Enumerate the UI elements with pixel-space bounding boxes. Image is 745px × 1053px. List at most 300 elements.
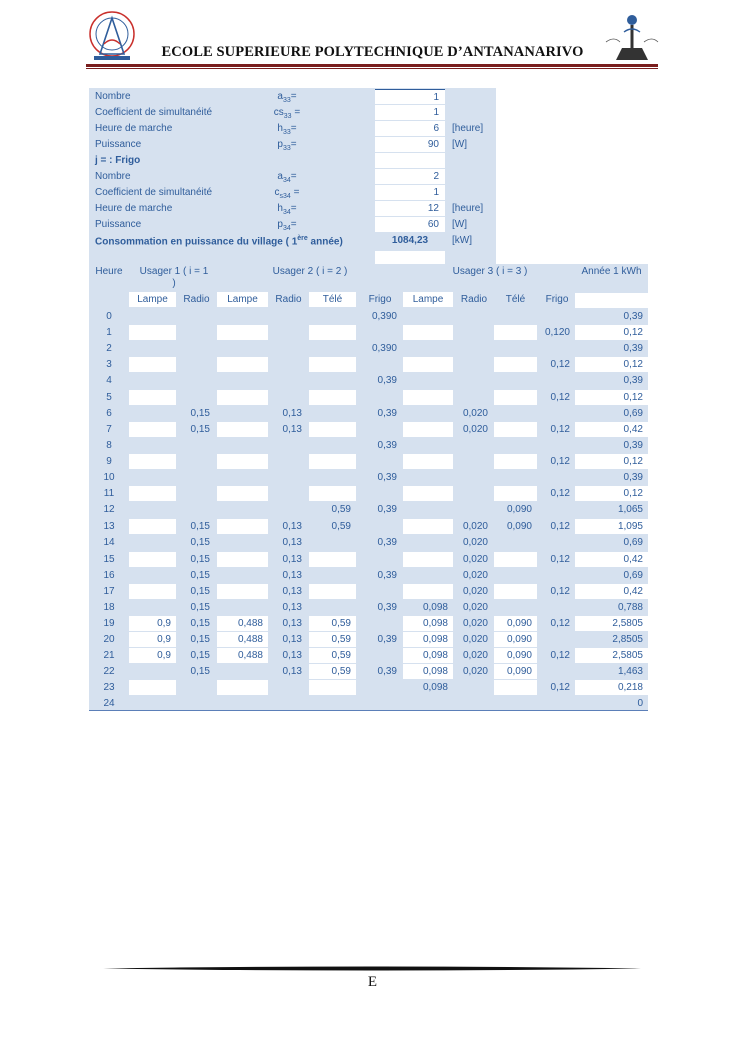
param-label: Heure de marche (95, 123, 173, 134)
value-cell (309, 357, 356, 372)
value-cell (455, 357, 493, 372)
value-cell (539, 309, 575, 324)
total-cell: 0,39 (623, 472, 643, 483)
value-cell (403, 309, 453, 324)
value-cell: 0,13 (282, 553, 302, 565)
param-value: 12 (375, 201, 445, 216)
param-row (89, 169, 496, 185)
subheader-lampe: Lampe (412, 294, 444, 305)
value-cell: 0,020 (462, 521, 488, 533)
value-cell (403, 341, 453, 356)
value-cell (217, 470, 268, 485)
hour-cell: 22 (103, 666, 115, 678)
param-row (89, 185, 496, 201)
total-cell: 0,788 (617, 601, 643, 613)
value-cell: 0,090 (506, 521, 532, 533)
hour-cell: 8 (106, 439, 112, 451)
value-cell (178, 696, 215, 711)
total-cell: 0,12 (623, 488, 643, 500)
value-cell: 0,090 (506, 617, 532, 629)
value-cell (270, 454, 307, 469)
value-cell (309, 680, 356, 695)
value-cell (129, 357, 176, 372)
hour-cell: 7 (106, 423, 112, 435)
total-cell: 1,095 (617, 521, 643, 533)
value-cell (309, 584, 356, 599)
total-cell: 1,065 (617, 504, 643, 516)
value-cell (494, 470, 537, 485)
hour-cell: 21 (103, 650, 115, 662)
value-cell: 0,390 (371, 343, 397, 355)
value-cell (129, 438, 176, 453)
hour-cell: 13 (103, 521, 115, 533)
value-cell (358, 486, 402, 501)
value-cell (129, 664, 176, 679)
total-cell: 0,12 (623, 327, 643, 339)
value-cell (358, 357, 402, 372)
village-consumption-unit: [kW] (452, 235, 472, 246)
value-cell (178, 502, 215, 517)
footer-rule (103, 966, 641, 971)
value-cell (270, 357, 307, 372)
value-cell (455, 390, 493, 405)
total-cell: 2,8505 (612, 634, 643, 645)
param-label: Nombre (95, 171, 131, 182)
param-label: Coefficient de simultanéité (95, 187, 213, 198)
subheader-radio: Radio (183, 294, 210, 305)
param-symbol: $p_{34}=$ (277, 219, 297, 232)
value-cell (403, 422, 453, 437)
value-cell (129, 325, 176, 340)
value-cell: 0,9 (157, 634, 171, 645)
hour-cell: 20 (103, 634, 115, 645)
value-cell: 0,13 (282, 617, 302, 629)
value-cell: 0,15 (190, 537, 210, 549)
value-cell (178, 470, 215, 485)
value-cell (217, 309, 268, 324)
value-cell (178, 325, 215, 340)
value-cell (309, 406, 356, 421)
total-cell: 0,39 (623, 311, 643, 322)
value-cell (494, 309, 537, 324)
value-cell: 0,12 (550, 391, 570, 403)
value-cell: 0,15 (190, 423, 210, 435)
value-cell: 0,9 (157, 617, 171, 629)
value-cell (309, 696, 356, 711)
value-cell (129, 696, 176, 711)
value-cell: 0,15 (190, 553, 210, 565)
subheader-tl: Télé (322, 294, 343, 305)
value-cell (403, 357, 453, 372)
value-cell: 0,15 (190, 634, 210, 645)
subheader-lampe: Lampe (227, 294, 258, 305)
value-cell (217, 664, 268, 679)
value-cell (403, 454, 453, 469)
param-row (89, 121, 496, 137)
value-cell (129, 470, 176, 485)
value-cell (270, 309, 307, 324)
value-cell: 0,15 (190, 666, 210, 678)
value-cell: 0,15 (190, 601, 210, 613)
value-cell (494, 535, 537, 550)
value-cell (539, 535, 575, 550)
total-cell: 0,218 (617, 682, 643, 694)
param-label: Heure de marche (95, 203, 173, 214)
value-cell: 0,120 (544, 327, 570, 339)
param-symbol: $a_{33}=$ (277, 91, 297, 104)
value-cell: 0,390 (371, 311, 397, 322)
param-label: Coefficient de simultanéité (95, 107, 213, 118)
value-cell: 0,13 (282, 537, 302, 549)
value-cell (270, 373, 307, 388)
value-cell (129, 390, 176, 405)
parameter-panel (89, 88, 496, 264)
value-cell (309, 552, 356, 567)
total-cell: 0,42 (623, 585, 643, 597)
value-cell (129, 568, 176, 583)
consumption-table (89, 264, 648, 711)
value-cell (217, 535, 268, 550)
subheader-frigo: Frigo (368, 294, 392, 305)
param-row (89, 105, 496, 121)
value-cell (309, 600, 356, 615)
value-cell (539, 600, 575, 615)
param-symbol: $p_{33}=$ (277, 139, 297, 152)
value-cell: 0,098 (422, 634, 448, 645)
value-cell (358, 422, 402, 437)
value-cell: 0,39 (377, 601, 397, 613)
value-cell: 0,12 (550, 488, 570, 500)
value-cell (309, 309, 356, 324)
total-cell: 0,12 (623, 455, 643, 467)
value-cell (270, 680, 307, 695)
param-label: Puissance (95, 219, 142, 230)
param-value: 6 (375, 121, 445, 136)
value-cell (217, 696, 268, 711)
value-cell (403, 406, 453, 421)
school-name: ECOLE SUPERIEURE POLYTECHNIQUE D’ANTANANARIVO (161, 44, 584, 60)
value-cell (217, 568, 268, 583)
param-unit: [heure] (452, 123, 484, 134)
value-cell (217, 438, 268, 453)
subheader-frigo: Frigo (545, 294, 569, 305)
value-cell (494, 552, 537, 567)
header-heure: Heure (95, 266, 123, 277)
value-cell (270, 696, 307, 711)
value-cell: 0,090 (506, 666, 532, 678)
value-cell: 0,020 (462, 585, 488, 597)
value-cell: 0,020 (462, 634, 488, 645)
value-cell: 0,39 (377, 634, 397, 645)
value-cell (539, 632, 575, 647)
value-cell (539, 664, 575, 679)
param-label: Puissance (95, 139, 142, 150)
value-cell: 0,020 (462, 423, 488, 435)
hour-cell: 19 (103, 617, 115, 629)
value-cell (403, 438, 453, 453)
value-cell (178, 390, 215, 405)
value-cell (217, 486, 268, 501)
value-cell (217, 325, 268, 340)
value-cell (539, 470, 575, 485)
value-cell (494, 680, 537, 695)
value-cell: 0,098 (422, 617, 448, 629)
value-cell: 0,020 (462, 617, 488, 629)
value-cell (129, 341, 176, 356)
value-cell (217, 373, 268, 388)
hour-cell: 12 (103, 504, 115, 516)
value-cell (217, 341, 268, 356)
value-cell (309, 438, 356, 453)
value-cell (455, 454, 493, 469)
value-cell: 0,098 (422, 682, 448, 694)
value-cell (539, 406, 575, 421)
hour-cell: 18 (103, 601, 115, 613)
param-row (89, 137, 496, 153)
value-cell (539, 696, 575, 711)
value-cell (309, 470, 356, 485)
value-cell: 0,12 (550, 553, 570, 565)
value-cell (270, 390, 307, 405)
value-cell: 0,098 (422, 601, 448, 613)
value-cell: 0,9 (157, 650, 171, 662)
value-cell (178, 680, 215, 695)
value-cell (270, 438, 307, 453)
value-cell (455, 470, 493, 485)
header-usager-3: Usager 3 ( i = 3 ) (452, 266, 528, 277)
value-cell (217, 454, 268, 469)
value-cell: 0,12 (550, 682, 570, 694)
total-cell: 0,39 (623, 375, 643, 387)
param-unit: [W] (452, 219, 467, 230)
param-label: j = : Frigo (95, 155, 141, 166)
value-cell: 0,12 (550, 455, 570, 467)
value-cell: 0,13 (282, 569, 302, 581)
value-cell (494, 486, 537, 501)
header-usager-2: Usager 2 ( i = 2 ) (272, 266, 348, 277)
value-cell: 0,488 (237, 617, 263, 629)
value-cell (494, 357, 537, 372)
hour-cell: 9 (106, 455, 112, 467)
param-value: 1 (375, 185, 445, 200)
value-cell (539, 341, 575, 356)
value-cell (403, 486, 453, 501)
total-cell: 0,69 (623, 537, 643, 549)
value-cell (129, 552, 176, 567)
value-cell (358, 616, 402, 631)
param-symbol: $c_{s34}$ = (274, 187, 300, 200)
value-cell (494, 568, 537, 583)
value-cell (270, 502, 307, 517)
value-cell (178, 373, 215, 388)
param-value (375, 153, 445, 168)
value-cell (309, 373, 356, 388)
value-cell (403, 696, 453, 711)
param-symbol: $h_{34}=$ (277, 203, 297, 216)
value-cell: 0,15 (190, 407, 210, 419)
value-cell: 0,39 (377, 537, 397, 549)
subheader-tl: Télé (505, 294, 526, 305)
param-row (89, 217, 496, 233)
value-cell (358, 648, 402, 663)
value-cell: 0,12 (550, 617, 570, 629)
value-cell: 0,15 (190, 569, 210, 581)
hour-cell: 14 (103, 537, 115, 549)
value-cell: 0,39 (377, 439, 397, 451)
value-cell (178, 438, 215, 453)
total-cell: 2,5805 (612, 617, 643, 629)
param-value: 1 (375, 105, 445, 120)
value-cell: 0,020 (462, 569, 488, 581)
value-cell: 0,12 (550, 585, 570, 597)
value-cell (358, 325, 402, 340)
value-cell (455, 325, 493, 340)
value-cell: 0,13 (282, 666, 302, 678)
param-value: 60 (375, 217, 445, 232)
value-cell: 0,39 (377, 569, 397, 581)
value-cell (455, 341, 493, 356)
param-unit: [heure] (452, 203, 484, 214)
value-cell (358, 680, 402, 695)
value-cell: 0,15 (190, 650, 210, 662)
value-cell: 0,13 (282, 521, 302, 533)
total-cell: 0,39 (623, 343, 643, 355)
value-cell (455, 438, 493, 453)
value-cell (494, 406, 537, 421)
value-cell (455, 502, 493, 517)
hour-cell: 5 (106, 391, 112, 403)
value-cell (309, 341, 356, 356)
value-cell (178, 357, 215, 372)
param-row (89, 153, 496, 169)
hour-cell: 23 (103, 682, 115, 694)
hour-cell: 2 (106, 343, 112, 355)
value-cell (455, 680, 493, 695)
value-cell (403, 584, 453, 599)
value-cell: 0,020 (462, 650, 488, 662)
value-cell (217, 680, 268, 695)
value-cell (403, 390, 453, 405)
param-row (89, 89, 496, 105)
value-cell (129, 502, 176, 517)
value-cell: 0,020 (462, 407, 488, 419)
value-cell (217, 406, 268, 421)
total-cell: 2,5805 (612, 650, 643, 662)
value-cell (178, 486, 215, 501)
value-cell: 0,13 (282, 650, 302, 662)
value-cell: 0,15 (190, 521, 210, 533)
value-cell: 0,15 (190, 585, 210, 597)
hour-cell: 11 (103, 488, 115, 500)
param-symbol: $a_{34}=$ (277, 171, 297, 184)
value-cell (403, 470, 453, 485)
value-cell: 0,098 (422, 650, 448, 662)
hour-cell: 10 (103, 472, 115, 483)
value-cell (309, 568, 356, 583)
total-cell: 0,69 (623, 407, 643, 419)
total-cell: 0,42 (623, 553, 643, 565)
total-cell: 1,463 (617, 666, 643, 678)
value-cell (494, 422, 537, 437)
hour-cell: 3 (106, 359, 112, 371)
value-cell (403, 502, 453, 517)
hour-cell: 0 (106, 311, 112, 322)
value-cell (217, 357, 268, 372)
value-cell (129, 406, 176, 421)
value-cell: 0,39 (377, 375, 397, 387)
hour-cell: 4 (106, 375, 112, 387)
value-cell: 0,488 (237, 634, 263, 645)
param-value: 90 (375, 137, 445, 152)
value-cell (494, 341, 537, 356)
value-cell: 0,020 (462, 537, 488, 549)
subheader-lampe: Lampe (137, 294, 168, 305)
header-rule-thick (86, 64, 658, 67)
value-cell (309, 422, 356, 437)
value-cell: 0,020 (462, 601, 488, 613)
value-cell: 0,59 (331, 504, 351, 516)
value-cell (358, 390, 402, 405)
hour-cell: 6 (106, 407, 112, 419)
empty-cell (575, 293, 648, 308)
param-label: Nombre (95, 91, 131, 102)
value-cell: 0,59 (331, 666, 351, 678)
value-cell: 0,13 (282, 585, 302, 597)
value-cell: 0,090 (506, 634, 532, 645)
value-cell (217, 519, 268, 534)
param-symbol: $h_{33}=$ (277, 123, 297, 136)
param-symbol: $cs_{33}$ = (273, 107, 301, 120)
value-cell (539, 568, 575, 583)
value-cell (129, 584, 176, 599)
value-cell: 0,12 (550, 650, 570, 662)
value-cell: 0,59 (331, 650, 351, 662)
header-annee-1: Année 1 kWh (581, 266, 642, 277)
value-cell (358, 552, 402, 567)
value-cell (129, 519, 176, 534)
value-cell (309, 535, 356, 550)
value-cell (217, 390, 268, 405)
value-cell (403, 373, 453, 388)
value-cell: 0,59 (331, 521, 351, 533)
total-cell: 0,12 (623, 359, 643, 371)
village-consumption-value: 1084,23 (391, 235, 429, 246)
value-cell (217, 600, 268, 615)
value-cell (129, 422, 176, 437)
value-cell (403, 519, 453, 534)
value-cell (309, 325, 356, 340)
value-cell (309, 454, 356, 469)
value-cell: 0,13 (282, 407, 302, 419)
total-cell: 0 (637, 698, 643, 710)
value-cell (129, 454, 176, 469)
header-rule-thin (86, 68, 658, 69)
value-cell (539, 438, 575, 453)
value-cell (358, 584, 402, 599)
hour-cell: 17 (103, 585, 115, 597)
value-cell (494, 325, 537, 340)
value-cell (270, 341, 307, 356)
value-cell (358, 696, 402, 711)
value-cell (217, 502, 268, 517)
value-cell: 0,090 (506, 504, 532, 516)
value-cell (129, 680, 176, 695)
value-cell: 0,020 (462, 553, 488, 565)
page-letter: E (367, 974, 378, 990)
value-cell (494, 584, 537, 599)
value-cell (358, 519, 402, 534)
value-cell (270, 486, 307, 501)
